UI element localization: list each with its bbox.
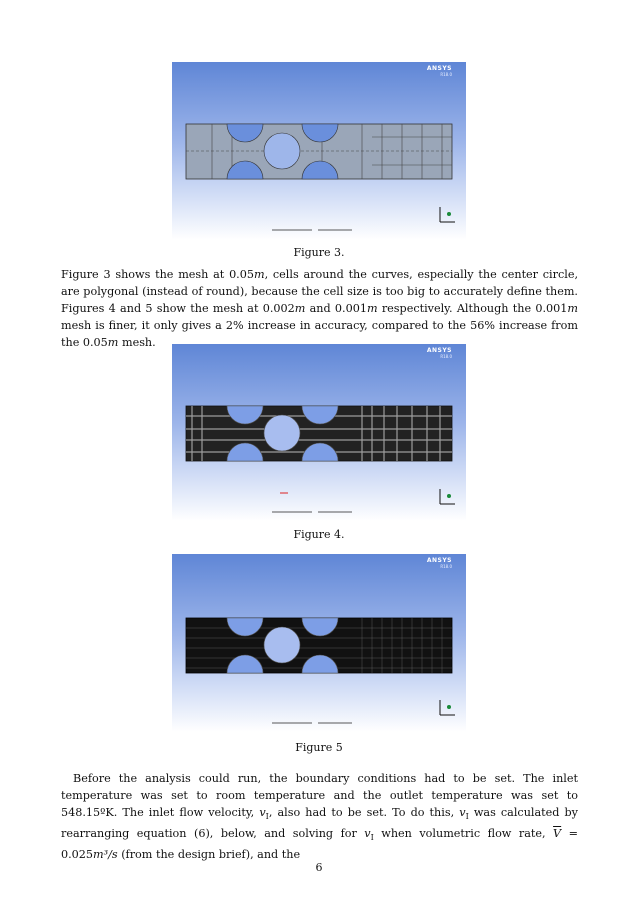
figure-5-image (172, 554, 466, 732)
figure-5-caption: Figure 5 (295, 741, 343, 754)
mesh-0.002m (172, 344, 466, 521)
figure-3-image (172, 62, 466, 240)
ansys-logo: ANSYS R18.0 (426, 347, 452, 359)
page-number: 6 (315, 861, 323, 874)
figure-3-caption: Figure 3. (293, 246, 345, 259)
figure-4-image (172, 344, 466, 521)
paragraph-mesh-discussion: Figure 3 shows the mesh at 0.05m, cells around the curves, especially the center circle, are polygonal (instead of round), because the cell size is too big to accurately define them. Figures 4 and 5 show the mesh at 0.002m and 0.001m respectively. Although the 0.001m mesh is finer, it only gives a 2% increase in accuracy, compared to the 56% increase from the 0.05m mesh. (61, 268, 579, 349)
figure-4-caption: Figure 4. (293, 528, 345, 541)
mesh-0.001m (172, 554, 466, 732)
ansys-logo: ANSYS R18.0 (426, 65, 452, 77)
mesh-0.05m (172, 62, 466, 240)
paragraph-boundary-conditions: Before the analysis could run, the boundary conditions had to be set. The inlet temperature was set to room temperature and the outlet temperature was set to 548.15ºK. The inlet flow velocity, $v_I$, also had to be set. To do this, $v_I$ was calculated by rearranging equation (6), below, and solving for $v_I$ when volumetric flow rate, $\overline{V} = 0.025m^3/s$ (from the design brief), and the (61, 772, 579, 862)
ansys-logo: ANSYS R18.0 (426, 557, 452, 569)
